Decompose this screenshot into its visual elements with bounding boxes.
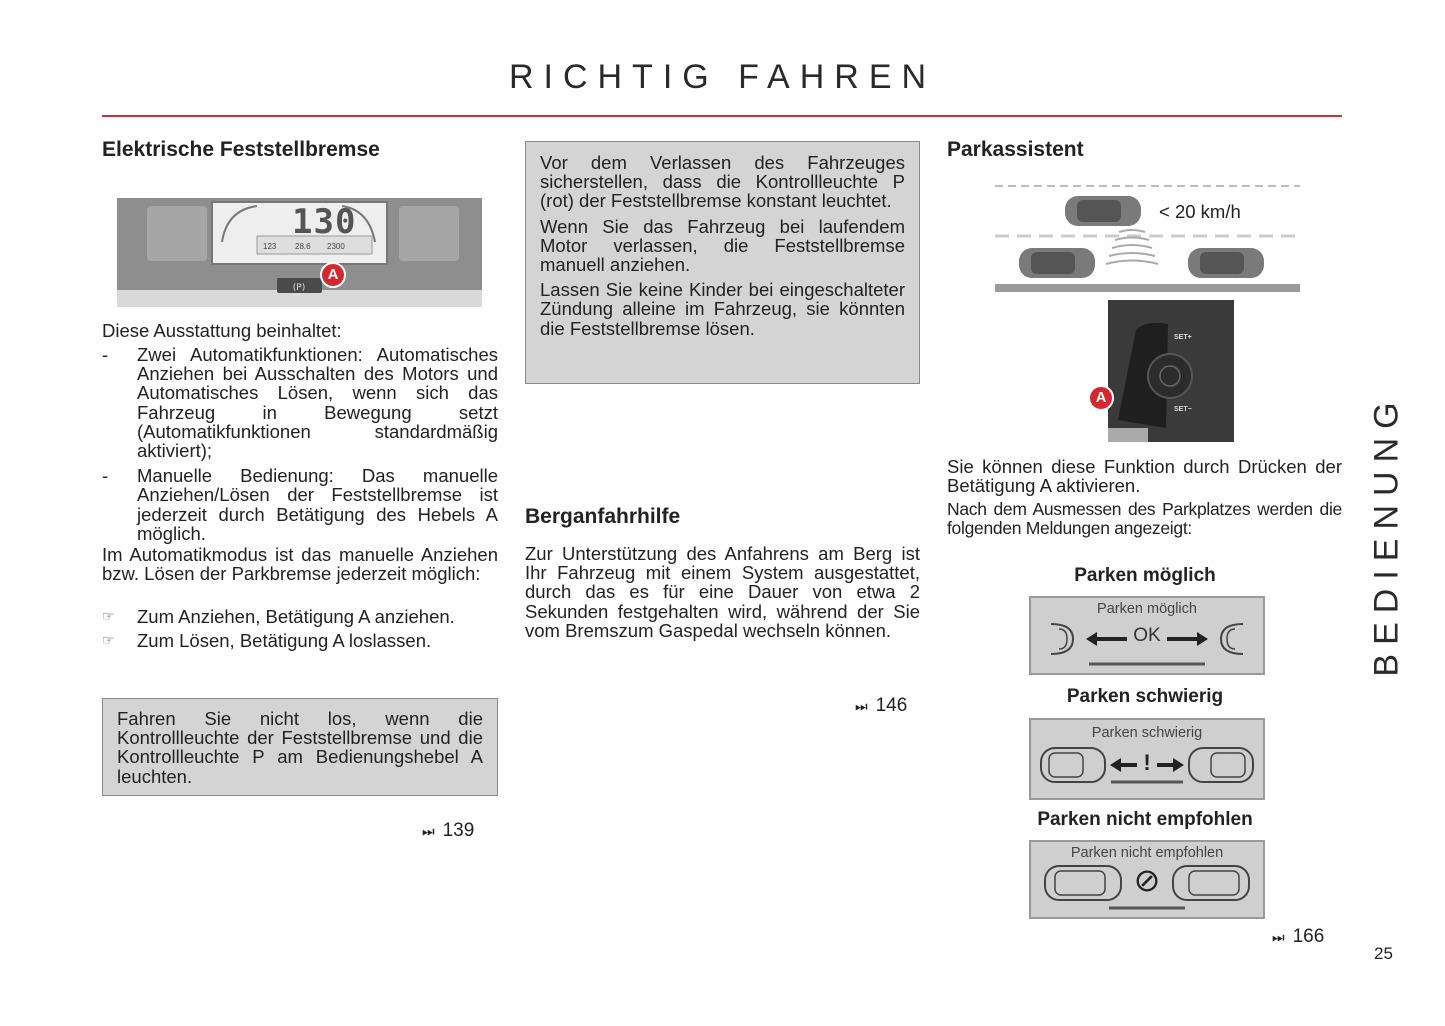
screen-parken-nicht-empfohlen [1029, 840, 1265, 919]
auto-mode-text: Im Automatikmodus ist das manuelle Anziehen bzw. Lösen der Parkbremse jederzeit möglich: [102, 544, 498, 585]
step-text: Zum Anziehen, Betätigung A anziehen. [137, 606, 455, 627]
step-text: Zum Lösen, Betätigung A loslassen. [137, 630, 432, 652]
bullet-marker: - [102, 465, 109, 487]
caption-parken-nicht-empfohlen: Parken nicht empfohlen [1037, 809, 1253, 830]
list-item [102, 466, 498, 543]
list-item [102, 631, 498, 650]
screen-parken-schwierig [1029, 718, 1265, 800]
screen-parken-moeglich [1029, 596, 1265, 675]
heading-feststellbremse: Elektrische Feststellbremse [102, 138, 380, 161]
warning-symbol: ! [1143, 750, 1151, 775]
page-ref-139: ⏭ 139 [422, 820, 475, 841]
speed-limit-label: < 20 km/h [1159, 201, 1241, 222]
measure-text: Nach dem Ausmessen des Parkplatzes werden die folgenden Meldungen angezeigt: [947, 499, 1342, 539]
dashboard-value-2: 28.6 [295, 242, 311, 251]
page-ref-166: ⏭ 166 [1272, 926, 1325, 947]
bullet-text: Zwei Automatikfunktionen: Automatisches Anziehen bei Ausschalten des Motors und Automatisches Lösen, wenn sich das Fahrzeug in Bewegung setzt (Automatikfunktionen standardmäßig aktiviert); [137, 344, 498, 462]
page-title: RICHTIG FAHREN [508, 58, 937, 96]
caption-parken-moeglich: Parken möglich [1074, 565, 1216, 586]
section-tab-label: BEDIENUNG [1367, 393, 1406, 677]
bullet-text: Manuelle Bedienung: Das manuelle Anziehen/Lösen der Feststellbremse ist jederzeit durch Betätigung des Hebels A möglich. [137, 465, 498, 544]
heading-berganfahrhilfe: Berganfahrhilfe [525, 505, 681, 528]
warning-paragraph: Wenn Sie das Fahrzeug bei laufendem Motor verlassen, die Feststellbremse manuell anziehen. [540, 215, 905, 276]
heading-parkassistent: Parkassistent [947, 138, 1084, 161]
warning-text: Fahren Sie nicht los, wenn die Kontrollleuchte der Feststellbremse und die Kontrollleuchte P am Bedienungshebel A leuchten. [117, 708, 483, 787]
section-tab [1362, 380, 1412, 690]
screen-label: Parken nicht empfohlen [1070, 845, 1224, 861]
list-item [102, 345, 498, 460]
warning-box-middle [525, 141, 920, 384]
parking-diagram [995, 180, 1300, 292]
marker-a-badge: A [320, 262, 346, 288]
warning-paragraph: Lassen Sie keine Kinder bei eingeschalteter Zündung alleine im Fahrzeug, sie könnten die Feststellbremse lösen. [540, 279, 905, 339]
bullet-marker: - [102, 344, 109, 365]
marker-a-badge: A [1088, 385, 1114, 411]
berganfahrhilfe-text: Zur Unterstützung des Anfahrens am Berg ist Ihr Fahrzeug mit einem System ausgestattet, durch das es für eine Dauer von etwa 2 Sekunden festgehalten wird, während der Sie vom Bremszum Gaspedal wechseln können. [525, 543, 920, 641]
warning-paragraph: Vor dem Verlassen des Fahrzeuges sicherstellen, dass die Kontrollleuchte P (rot) der Feststellbremse konstant leuchtet. [540, 152, 905, 212]
steps-list [102, 607, 498, 650]
dashboard-speed: 130 [292, 202, 357, 242]
hand-icon: ☞ [102, 632, 115, 649]
parking-road-illustration [995, 180, 1300, 292]
list-item [102, 607, 498, 626]
screen-label: Parken schwierig [1091, 725, 1203, 741]
skip-forward-icon: ⏭ [422, 823, 435, 839]
skip-forward-icon: ⏭ [1272, 929, 1285, 945]
control-stalk-figure [1088, 300, 1234, 442]
page-ref-146: ⏭ 146 [855, 695, 908, 716]
warning-box-left [102, 698, 498, 796]
screen-label: Parken möglich [1097, 601, 1197, 617]
page-number: 25 [1374, 944, 1393, 963]
feature-list [102, 345, 498, 543]
activate-text: Sie können diese Funktion durch Drücken der Betätigung A aktivieren. [947, 456, 1342, 497]
set-plus-label: SET+ [1174, 334, 1192, 341]
dashboard-value-1: 123 [263, 242, 277, 251]
header-divider [102, 115, 1342, 117]
ok-symbol: OK [1133, 625, 1161, 646]
control-stalk-illustration [1088, 300, 1234, 442]
intro-text: Diese Ausstattung beinhaltet: [102, 320, 342, 341]
dashboard-figure [117, 198, 482, 307]
hand-icon: ☞ [102, 608, 115, 624]
dashboard-value-3: 2300 [327, 242, 345, 251]
svg-text:(P): (P) [292, 283, 306, 293]
skip-forward-icon: ⏭ [855, 698, 868, 714]
set-minus-label: SET− [1174, 406, 1192, 413]
no-entry-icon: ⊘ [1133, 861, 1161, 899]
caption-parken-schwierig: Parken schwierig [1066, 686, 1224, 707]
